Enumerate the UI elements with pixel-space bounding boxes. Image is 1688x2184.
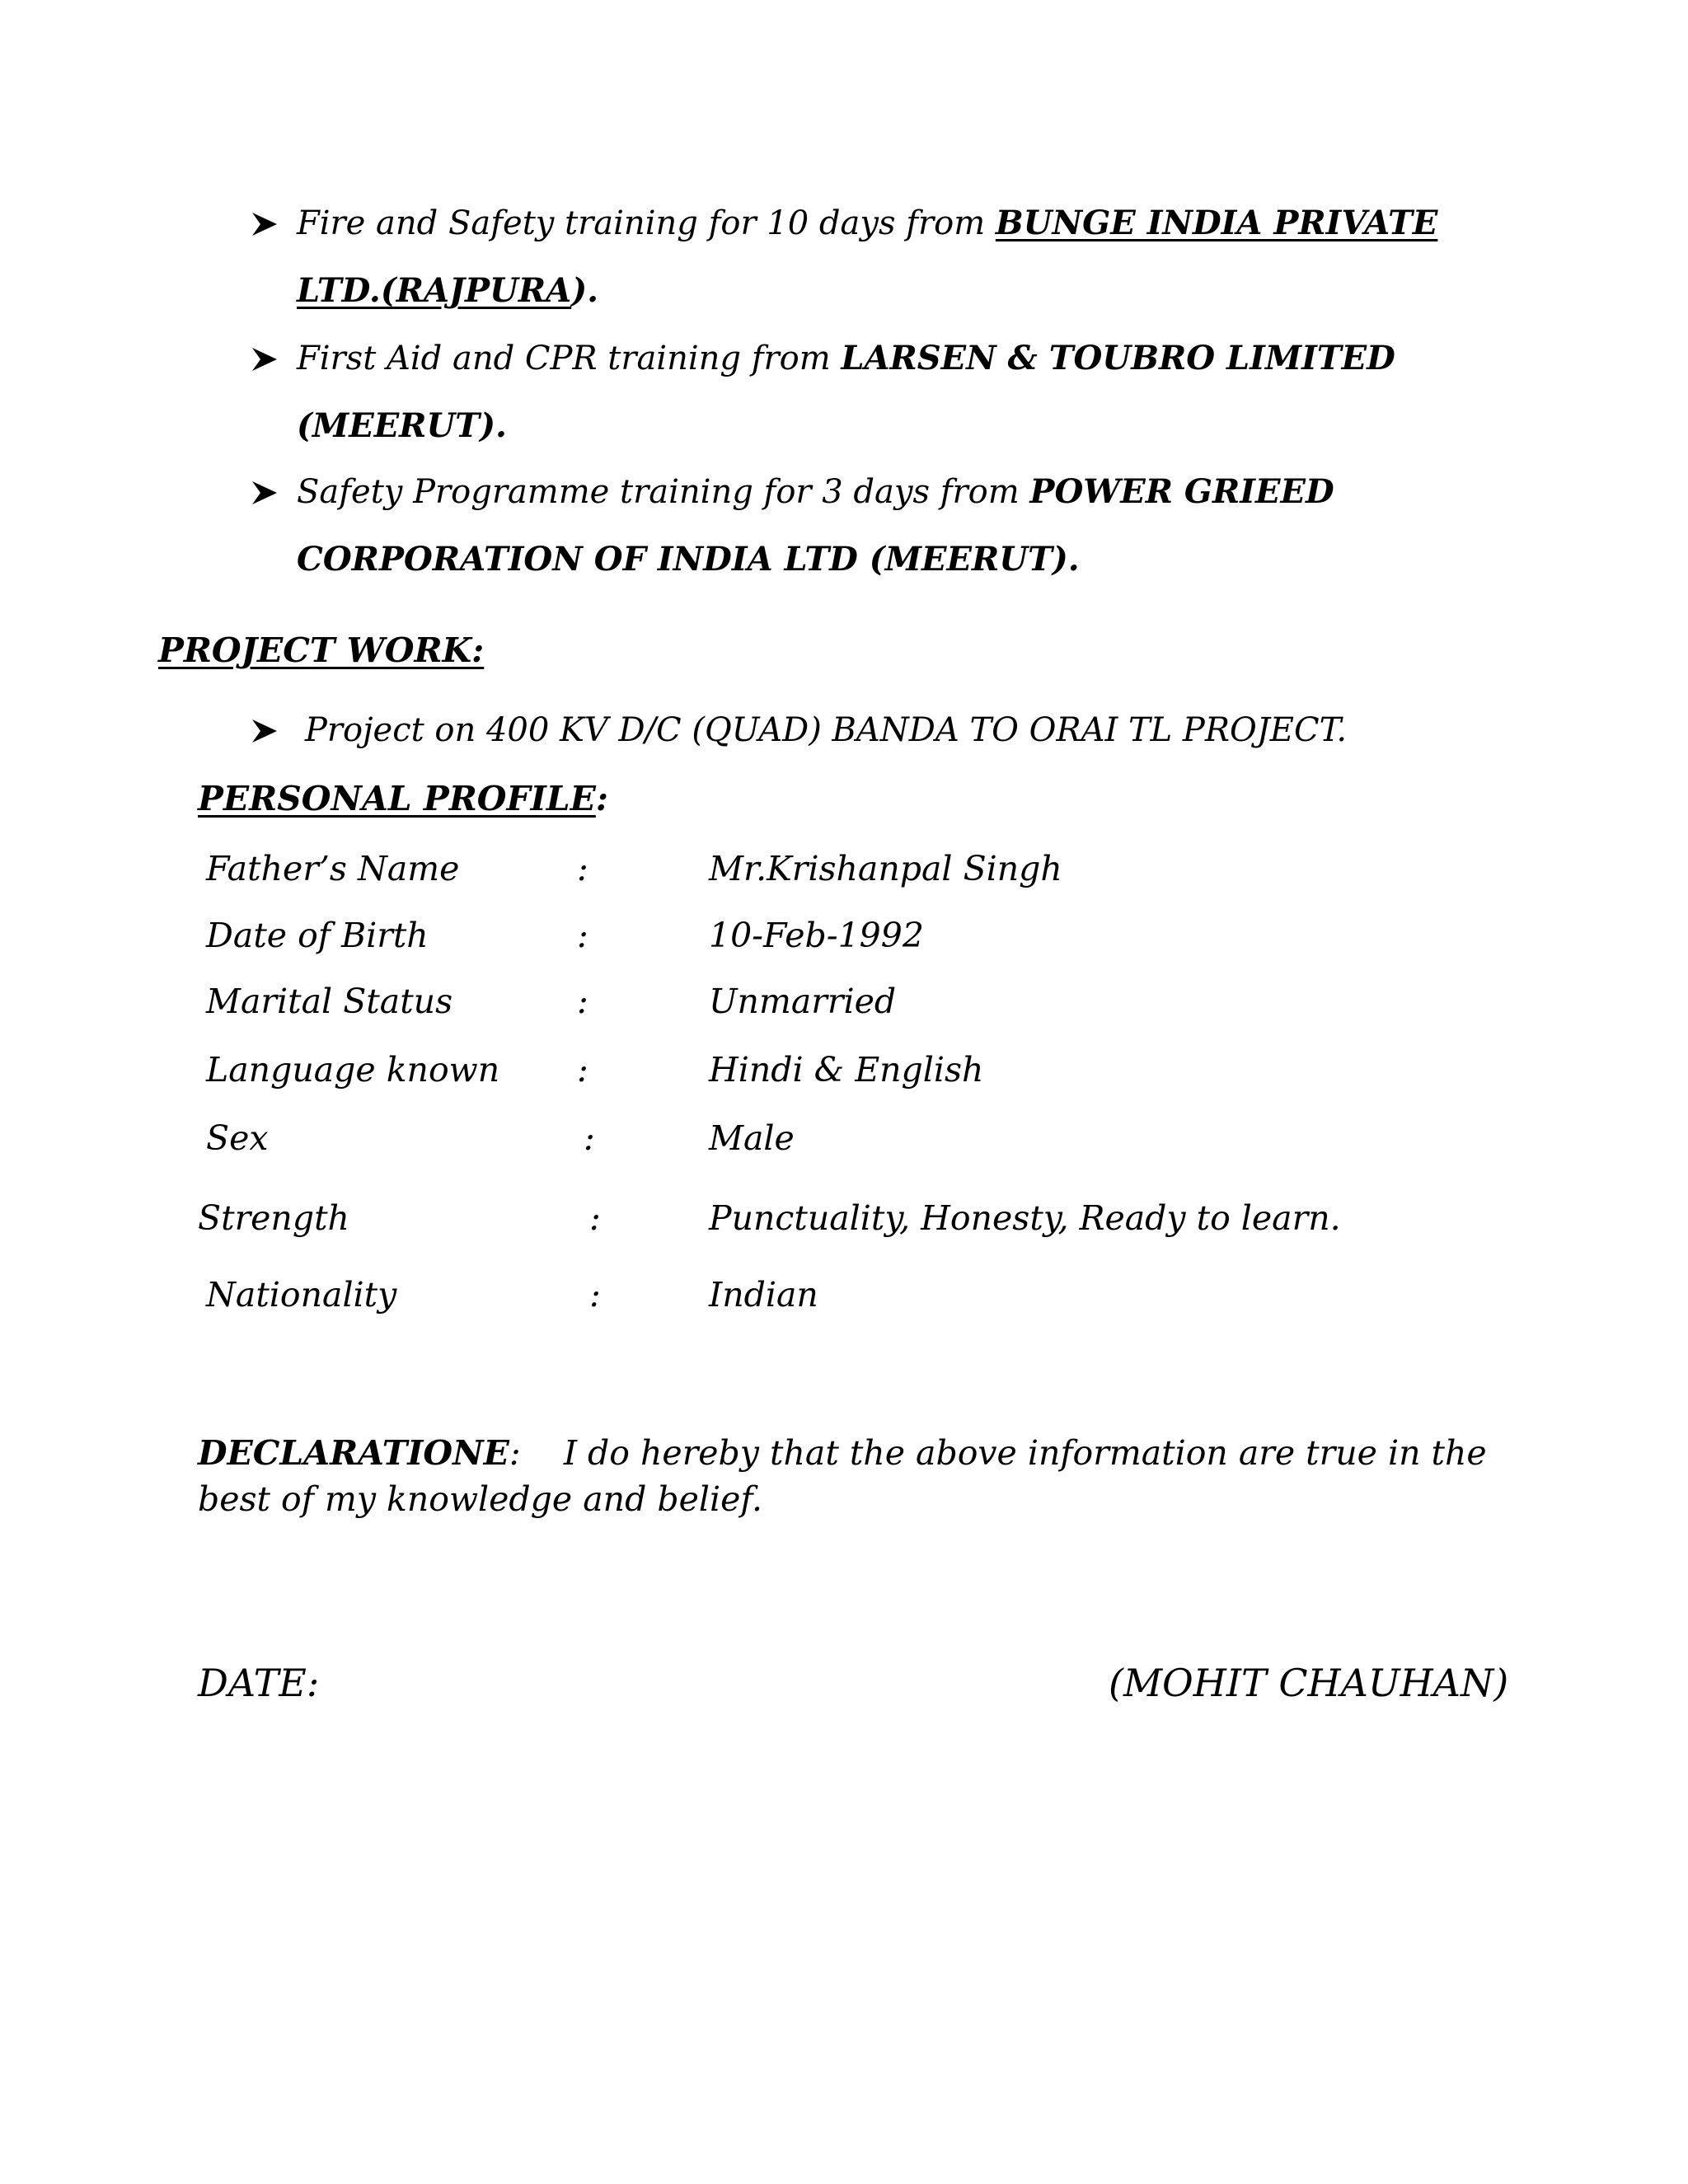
arrowhead-bullet-icon	[249, 190, 287, 264]
declaration-colon: :	[509, 1433, 521, 1473]
arrowhead-bullet-icon	[249, 458, 287, 532]
profile-separator: :	[577, 916, 588, 955]
date-label: DATE:	[198, 1661, 320, 1705]
declaration-label: DECLARATIONE	[198, 1433, 509, 1473]
arrowhead-bullet-icon	[249, 325, 287, 399]
training-org-cont: (MEERUT).	[297, 406, 507, 445]
profile-value: Indian	[709, 1275, 818, 1315]
training-org-cont: LTD.(RAJPURA	[297, 271, 572, 310]
profile-value: 10-Feb-1992	[709, 916, 924, 955]
signature-name: (MOHIT CHAUHAN)	[1109, 1661, 1509, 1705]
profile-label: Strength	[198, 1198, 349, 1238]
profile-value: Hindi & English	[709, 1050, 984, 1090]
training-item-safety-programme	[249, 458, 1485, 593]
profile-label: Language known	[206, 1050, 500, 1090]
personal-profile-heading	[198, 779, 608, 818]
profile-label: Marital Status	[206, 982, 453, 1021]
declaration	[198, 1430, 1508, 1522]
training-text: First Aid and CPR training from	[297, 340, 842, 377]
profile-separator: :	[589, 1275, 601, 1315]
arrowhead-bullet-icon	[249, 696, 287, 771]
profile-separator: :	[589, 1198, 601, 1238]
profile-separator: :	[577, 982, 588, 1021]
training-org: LARSEN & TOUBRO LIMITED	[841, 339, 1395, 377]
training-item-fire-safety	[249, 190, 1485, 325]
profile-label: Date of Birth	[206, 916, 429, 955]
profile-value: Mr.Krishanpal Singh	[709, 849, 1062, 888]
training-text: Safety Programme training for 3 days from	[297, 473, 1030, 511]
training-org: BUNGE INDIA PRIVATE	[995, 204, 1438, 242]
project-text: Project on 400 KV D/C (QUAD) BANDA TO ORAI TL PROJECT.	[305, 711, 1348, 749]
project-work-heading: PROJECT WORK:	[158, 630, 485, 670]
declaration-text: I do hereby that the above information are true in the best of my knowledge and belief.	[198, 1433, 1487, 1519]
profile-separator: :	[584, 1118, 595, 1158]
profile-value: Punctuality, Honesty, Ready to learn.	[709, 1198, 1341, 1238]
profile-label: Father’s Name	[206, 849, 460, 888]
profile-value: Male	[709, 1118, 795, 1158]
project-item	[249, 696, 1485, 764]
profile-separator: :	[577, 1050, 588, 1090]
training-item-first-aid	[249, 325, 1485, 460]
training-org-end: ).	[571, 271, 599, 310]
personal-profile-heading-text: PERSONAL PROFILE	[198, 779, 596, 818]
profile-label: Sex	[206, 1118, 269, 1158]
profile-label: Nationality	[206, 1275, 397, 1315]
profile-separator: :	[577, 849, 588, 888]
training-text: Fire and Safety training for 10 days from	[297, 204, 996, 242]
profile-value: Unmarried	[709, 982, 897, 1021]
training-org: POWER GRIEED	[1029, 472, 1334, 511]
personal-profile-heading-colon: :	[595, 779, 608, 818]
training-org-cont: CORPORATION OF INDIA LTD (MEERUT).	[297, 540, 1080, 579]
